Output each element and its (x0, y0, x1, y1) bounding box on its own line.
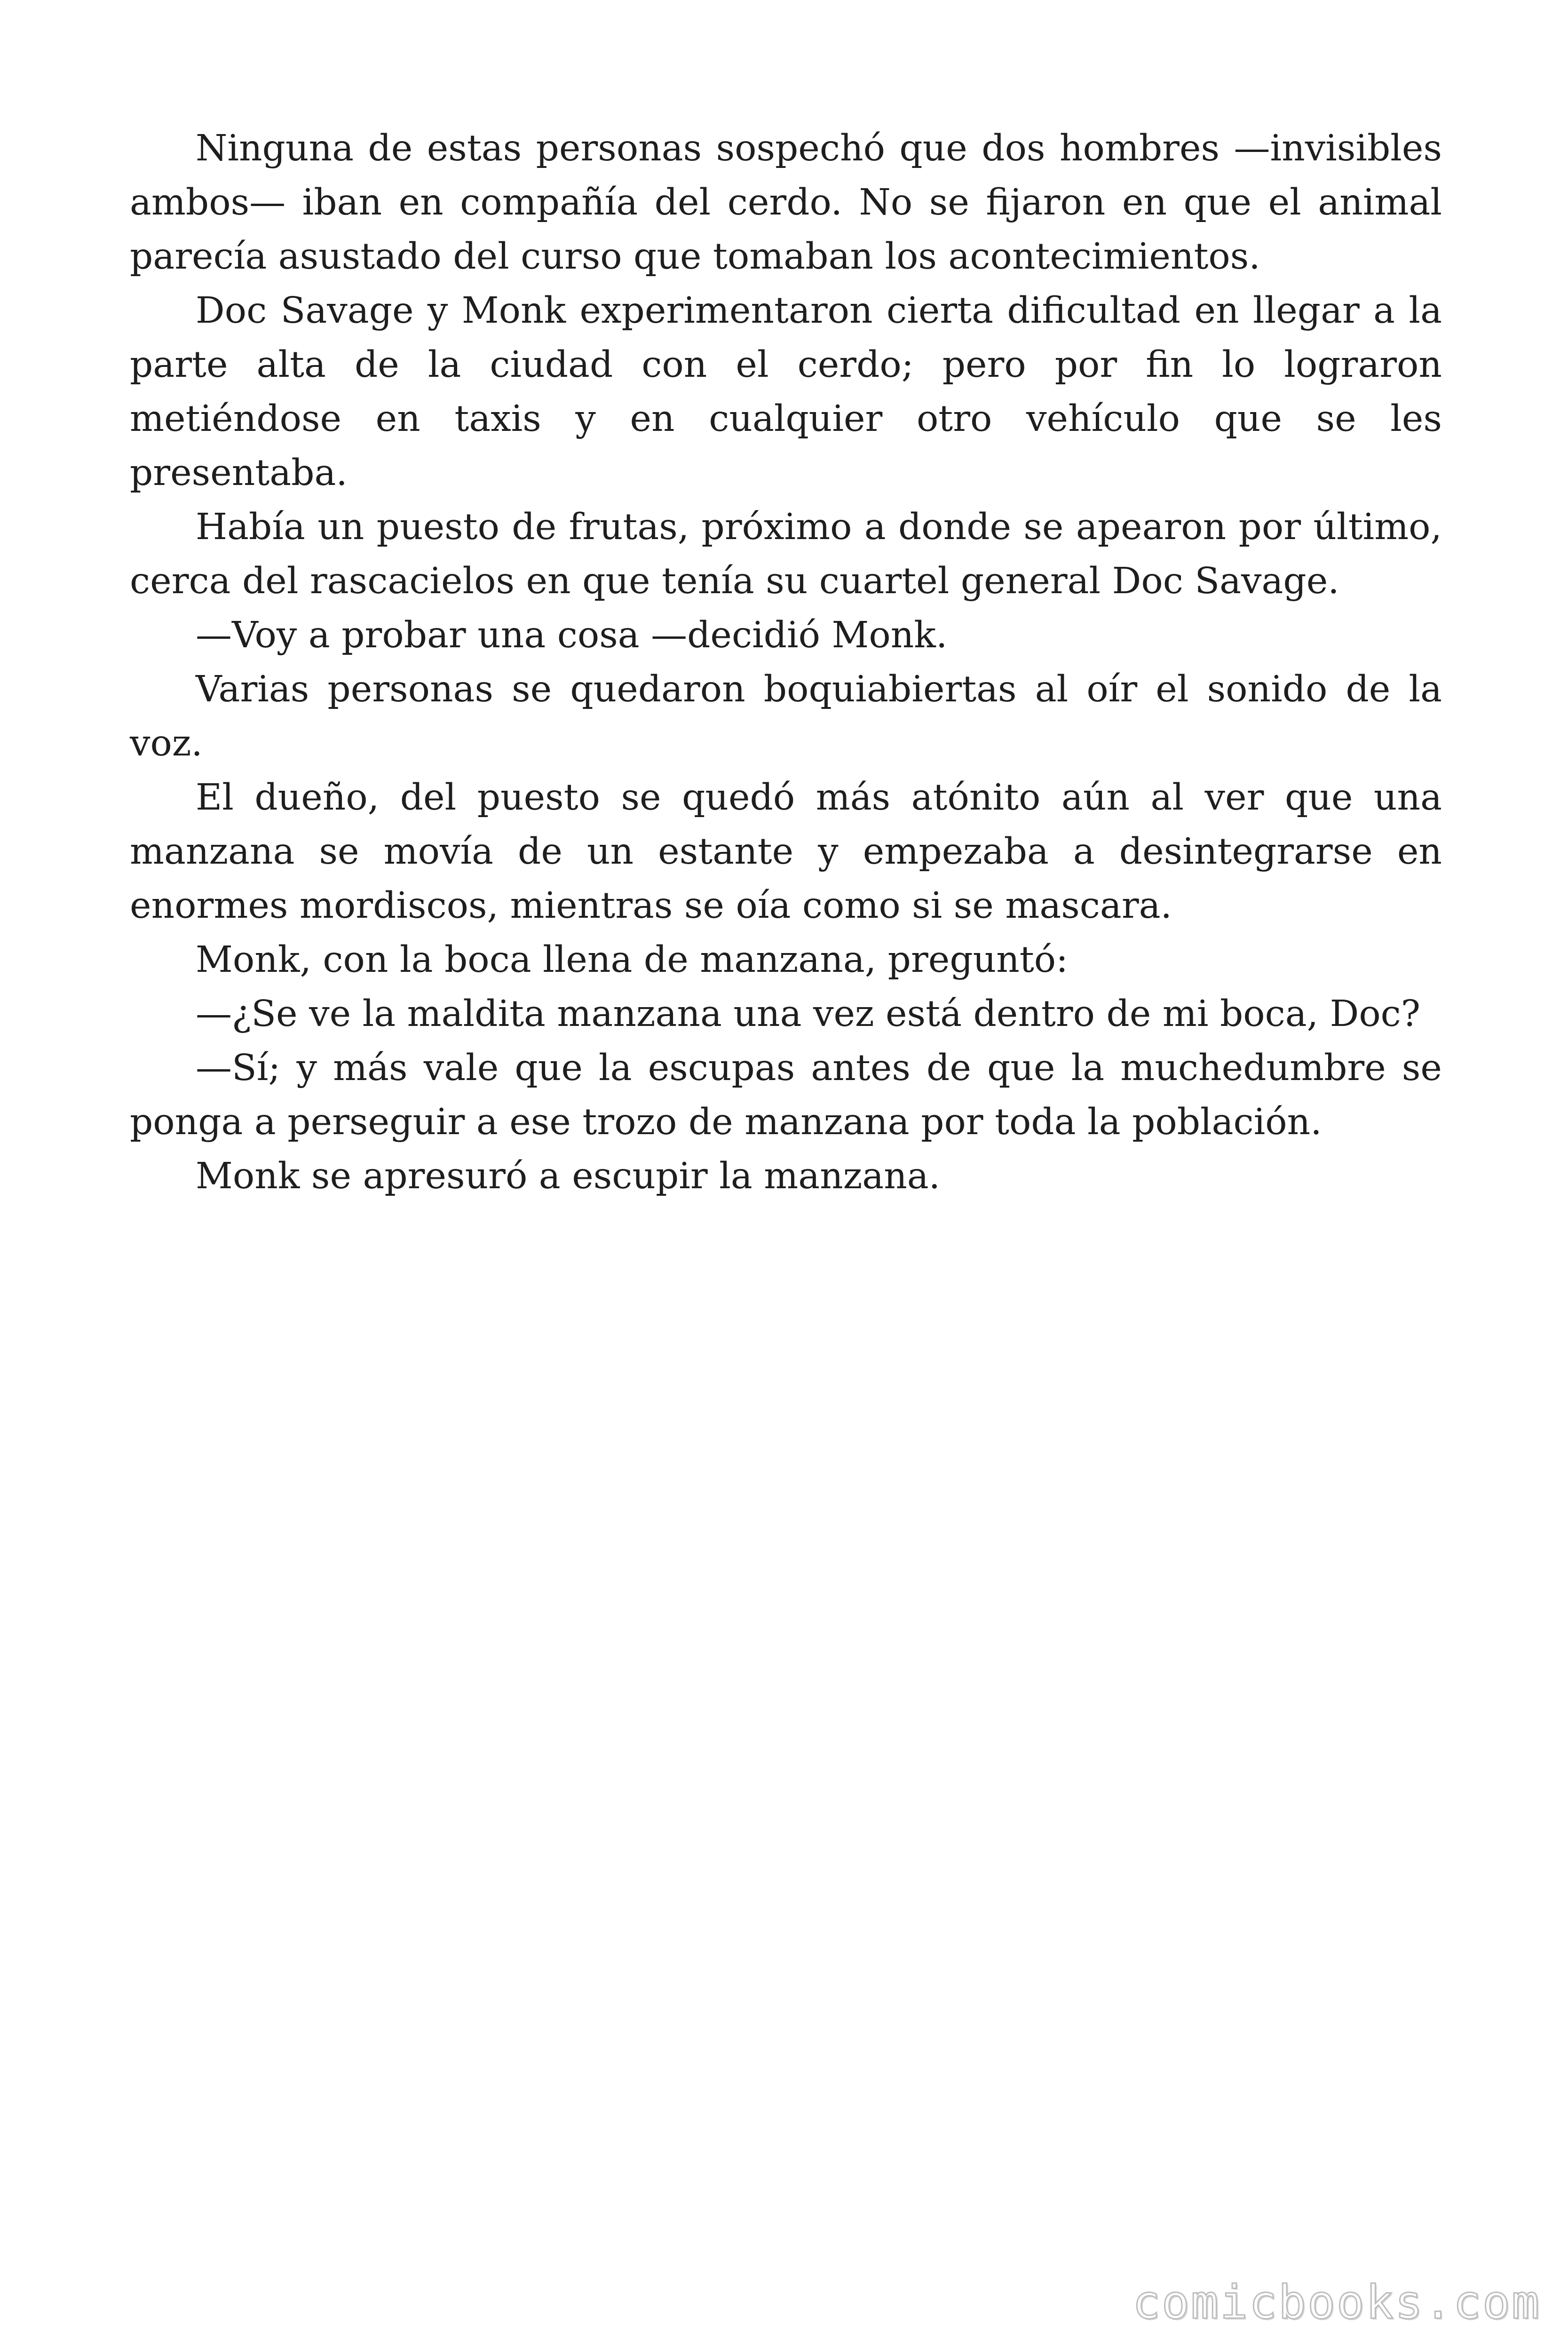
paragraph-6: El dueño, del puesto se quedó más atónito aún al ver que una manzana se movía de un estante y empezaba a desintegrarse en enormes mordiscos, mientras se oía como si se mascara. (130, 777, 1442, 927)
paragraph-10: Monk se apresuró a escupir la manzana. (196, 1155, 941, 1197)
paragraph-1: Ninguna de estas personas sospechó que dos hombres —invisibles ambos— iban en compañía del cerdo. No se fijaron en que el animal parecía asustado del curso que tomaban los acontecimientos. (130, 127, 1442, 278)
watermark: comicbooks.com (1132, 2276, 1541, 2329)
paragraph-7: Monk, con la boca llena de manzana, preguntó: (196, 939, 1069, 981)
paragraph-8: —¿Se ve la maldita manzana una vez está dentro de mi boca, Doc? (196, 993, 1421, 1035)
paragraph-9: —Sí; y más vale que la escupas antes de que la muchedumbre se ponga a perseguir a ese trozo de manzana por toda la población. (130, 1047, 1442, 1143)
paragraph-2: Doc Savage y Monk experimentaron cierta dificultad en llegar a la parte alta de la ciudad con el cerdo; pero por fin lo lograron metiéndose en taxis y en cualquier otro vehículo que se les presentaba. (130, 290, 1442, 494)
paragraph-5: Varias personas se quedaron boquiabiertas al oír el sonido de la voz. (130, 668, 1442, 764)
paragraph-3: Había un puesto de frutas, próximo a donde se apearon por último, cerca del rascacielos en que tenía su cuartel general Doc Savage. (130, 506, 1442, 602)
paragraph-4: —Voy a probar una cosa —decidió Monk. (196, 614, 948, 656)
body-text (130, 121, 1442, 1203)
